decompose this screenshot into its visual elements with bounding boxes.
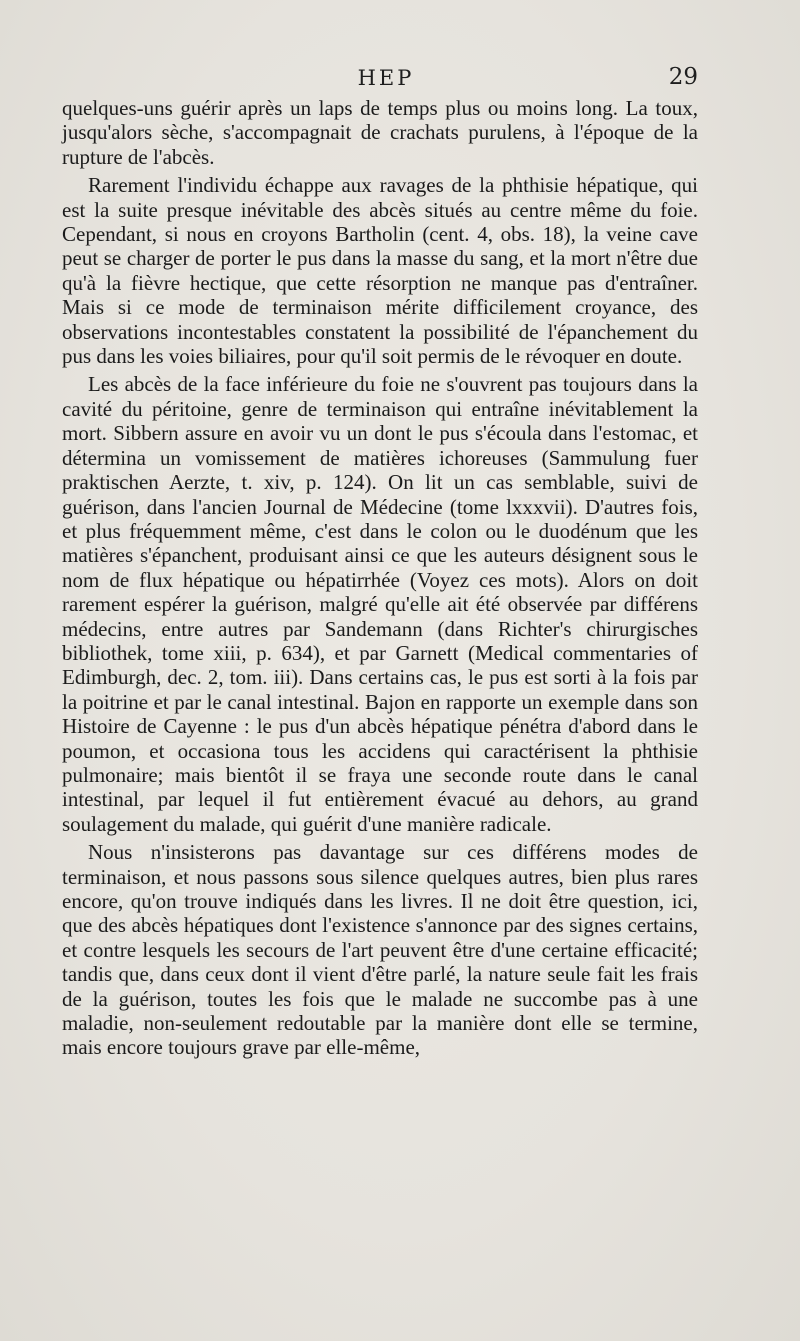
body-text [62, 96, 698, 1060]
paragraph-1: quelques-uns guérir après un laps de temps plus ou moins long. La toux, jusqu'alors sèche, s'accompagnait de crachats purulens, à l'époque de la rupture de l'abcès. [62, 96, 698, 169]
paragraph-4: Nous n'insisterons pas davantage sur ces différens modes de terminaison, et nous passons sous silence quelques autres, bien plus rares encore, qu'on trouve indiqués dans les livres. Il ne doit être question, ici, que des abcès hépatiques dont l'existence s'annonce par des signes certains, et contre lesquels les secours de l'art peuvent être d'une certaine efficacité; tandis que, dans ceux dont il vient d'être parlé, la nature seule fait les frais de la guérison, toutes les fois que le malade ne succombe pas à une maladie, non-seulement redoutable par la manière dont elle se termine, mais encore toujours grave par elle-même, [62, 840, 698, 1060]
paragraph-3: Les abcès de la face inférieure du foie ne s'ouvrent pas toujours dans la cavité du péritoine, genre de terminaison qui entraîne inévitablement la mort. Sibbern assure en avoir vu un dont le pus s'écoula dans l'estomac, et détermina un vomissement de matières ichoreuses (Sammulung fuer praktischen Aerzte, t. xiv, p. 124). On lit un cas semblable, suivi de guérison, dans l'ancien Journal de Médecine (tome lxxxvii). D'autres fois, et plus fréquemment même, c'est dans le colon ou le duodénum que les matières s'épanchent, produisant ainsi ce que les auteurs désignent sous le nom de flux hépatique ou hépatirrhée (Voyez ces mots). Alors on doit rarement espérer la guérison, malgré qu'elle ait été observée par différens médecins, entre autres par Sandemann (dans Richter's chirurgisches bibliothek, tome xiii, p. 634), et par Garnett (Medical commentaries of Edimburgh, dec. 2, tom. iii). Dans certains cas, le pus est sorti à la fois par la poitrine et par le canal intestinal. Bajon en rapporte un exemple dans son Histoire de Cayenne : le pus d'un abcès hépatique pénétra d'abord dans le poumon, et occasiona tous les accidens qui caractérisent la phthisie pulmonaire; mais bientôt il se fraya une seconde route dans le canal intestinal, par lequel il fut entièrement évacué au dehors, au grand soulagement du malade, qui guérit d'une manière radicale. [62, 372, 698, 836]
running-head: HEP [357, 66, 415, 90]
page-header [62, 60, 710, 94]
page-number: 29 [668, 64, 698, 90]
paragraph-2: Rarement l'individu échappe aux ravages de la phthisie hépatique, qui est la suite presque inévitable des abcès situés au centre même du foie. Cependant, si nous en croyons Bartholin (cent. 4, obs. 18), la veine cave peut se charger de porter le pus dans la masse du sang, et la mort n'être due qu'à la fièvre hectique, que cette résorption ne manque pas d'entraîner. Mais si ce mode de terminaison mérite difficilement croyance, des observations incontestables constatent la possibilité de l'épanchement du pus dans les voies biliaires, pour qu'il soit permis de le révoquer en doute. [62, 173, 698, 369]
